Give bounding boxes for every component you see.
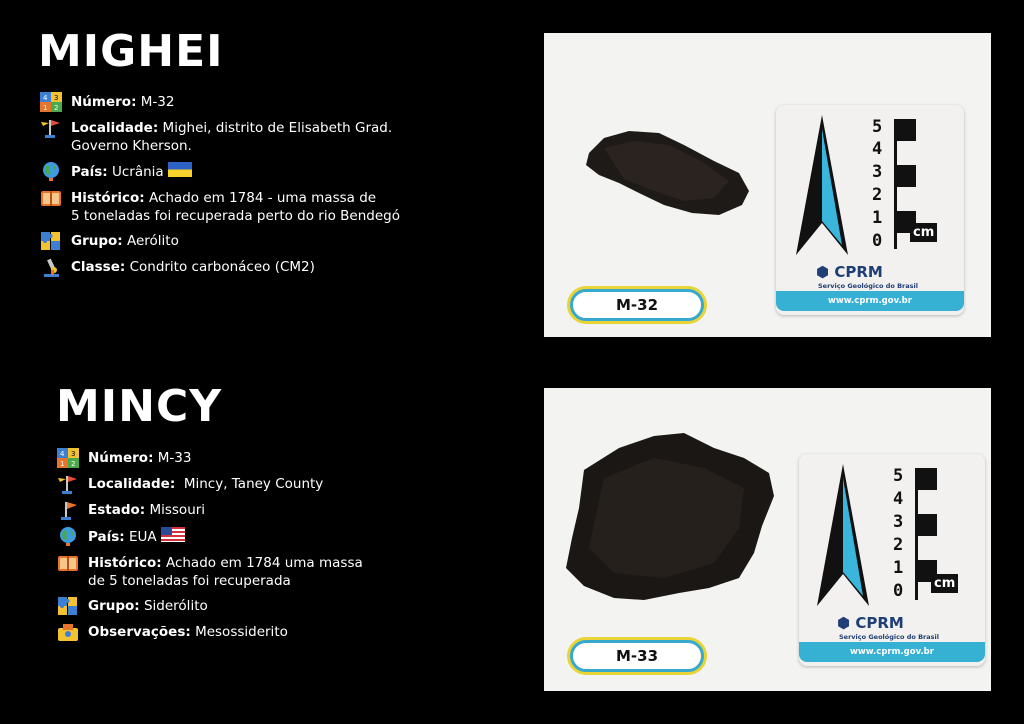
field-label: Localidade: (71, 120, 159, 136)
section-title: MINCY (56, 381, 223, 432)
brand-logo: ⬢ CPRM (816, 263, 883, 281)
field-value: M-32 (136, 94, 175, 110)
scale-digit: 1 (872, 208, 883, 228)
brand-name: CPRM (855, 614, 904, 632)
scale-digit: 5 (893, 466, 904, 486)
info-list (57, 449, 363, 649)
info-row-localidade (57, 475, 363, 494)
scale-digit: 3 (872, 162, 883, 182)
scale-card (799, 454, 985, 666)
field-value: Missouri (145, 502, 206, 518)
numbers-icon (57, 448, 79, 468)
observations-icon (57, 622, 79, 642)
sample-label-text: M-32 (615, 296, 659, 314)
puzzle-group-icon (40, 231, 62, 251)
sample-label (570, 640, 704, 672)
history-icon (40, 188, 62, 208)
field-label: Localidade: (88, 476, 176, 492)
meteorite-photo (544, 388, 991, 691)
svg-text:3: 3 (54, 94, 59, 102)
brand-subtitle: Serviço Geológico do Brasil (839, 633, 939, 641)
scale-digit: 2 (872, 185, 883, 205)
info-row-localidade (40, 119, 400, 155)
field-label: Grupo: (88, 598, 140, 614)
field-value: EUA (124, 529, 157, 545)
scale-unit: cm (931, 574, 958, 593)
location-flag-icon (40, 118, 62, 138)
brand-subtitle: Serviço Geológico do Brasil (818, 282, 918, 290)
brand-logo: ⬢ CPRM (837, 614, 904, 632)
scale-digit: 1 (893, 558, 904, 578)
brand-name: CPRM (834, 263, 883, 281)
scale-card-url: www.cprm.gov.br (799, 642, 985, 662)
field-label: Classe: (71, 259, 126, 275)
field-value-cont: Governo Kherson. (71, 138, 192, 154)
field-label: País: (88, 529, 125, 545)
field-label: Estado: (88, 502, 146, 518)
field-value: Achado em 1784 uma massa (161, 555, 363, 571)
info-row-observacoes (57, 623, 363, 642)
field-label: Grupo: (71, 233, 123, 249)
usa-flag-icon (161, 527, 185, 547)
scale-digit: 4 (893, 489, 904, 509)
scale-digit: 3 (893, 512, 904, 532)
puzzle-group-icon (57, 596, 79, 616)
section-title: MIGHEI (38, 26, 224, 77)
field-label: Observações: (88, 624, 191, 640)
info-row-classe (40, 258, 400, 277)
field-value: Condrito carbonáceo (CM2) (125, 259, 315, 275)
svg-text:1: 1 (60, 460, 65, 468)
field-value: M-33 (153, 450, 192, 466)
field-value: Aerólito (122, 233, 179, 249)
info-row-pais (57, 527, 363, 547)
scale-digit: 4 (872, 139, 883, 159)
svg-text:4: 4 (60, 450, 65, 458)
info-list (40, 93, 400, 284)
svg-text:2: 2 (71, 460, 76, 468)
sample-label-text: M-33 (615, 647, 659, 665)
scale-digit: 0 (893, 581, 904, 601)
globe-icon (57, 526, 79, 546)
field-value-cont: 5 toneladas foi recuperada perto do rio Bendegó (71, 208, 400, 224)
svg-text:1: 1 (43, 104, 48, 112)
field-label: Histórico: (88, 555, 162, 571)
field-value: Ucrânia (107, 164, 164, 180)
numbers-icon (40, 92, 62, 112)
scale-digit: 2 (893, 535, 904, 555)
scale-card-url: www.cprm.gov.br (776, 291, 964, 311)
ukraine-flag-icon (168, 162, 192, 182)
field-label: Número: (88, 450, 154, 466)
info-row-numero (40, 93, 400, 112)
field-value: Siderólito (139, 598, 208, 614)
scale-digit: 5 (872, 117, 883, 137)
field-label: País: (71, 164, 108, 180)
scale-digit: 0 (872, 231, 883, 251)
field-value: Mesossiderito (190, 624, 288, 640)
info-row-historico (40, 189, 400, 225)
location-flag-icon (57, 474, 79, 494)
meteorite-photo (544, 33, 991, 337)
scale-card (776, 105, 964, 315)
globe-icon (40, 161, 62, 181)
field-value-cont: de 5 toneladas foi recuperada (88, 573, 291, 589)
info-row-numero (57, 449, 363, 468)
info-row-estado (57, 501, 363, 520)
info-row-grupo (57, 597, 363, 616)
sample-label (570, 289, 704, 321)
field-value: Mincy, Taney County (175, 476, 324, 492)
state-flag-icon (57, 500, 79, 520)
field-value: Mighei, distrito de Elisabeth Grad. (158, 120, 393, 136)
info-row-pais (40, 162, 400, 182)
scale-unit: cm (910, 223, 937, 242)
field-value: Achado em 1784 - uma massa de (144, 190, 377, 206)
history-icon (57, 553, 79, 573)
field-label: Número: (71, 94, 137, 110)
svg-text:3: 3 (71, 450, 76, 458)
info-row-grupo (40, 232, 400, 251)
field-label: Histórico: (71, 190, 145, 206)
svg-text:4: 4 (43, 94, 48, 102)
microscope-icon (40, 257, 62, 277)
svg-text:2: 2 (54, 104, 59, 112)
info-row-historico (57, 554, 363, 590)
